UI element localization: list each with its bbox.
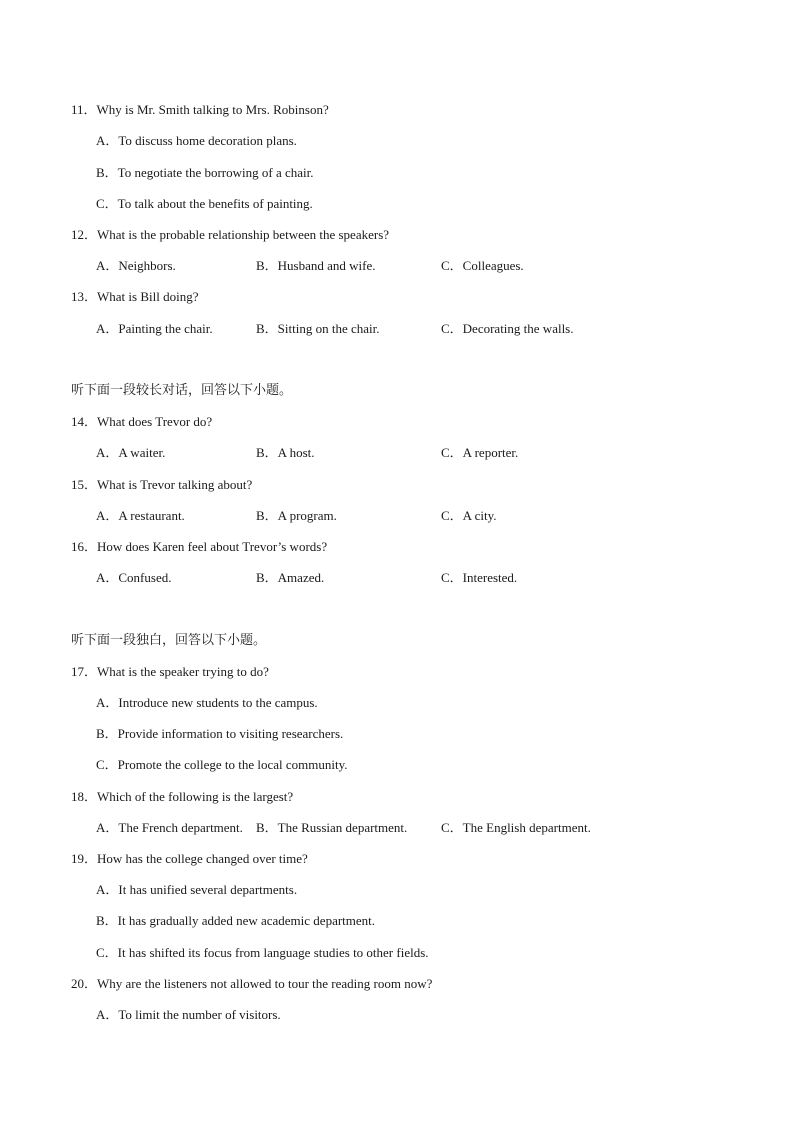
question-11-option-c: C．To talk about the benefits of painting. [96,196,313,211]
question-12-stem: 12．What is the probable relationship between the speakers? [71,227,390,242]
question-11-option-b: B．To negotiate the borrowing of a chair. [96,165,314,180]
question-18-stem: 18．Which of the following is the largest? [71,789,294,804]
question-15-option-c: C．A city. [441,508,497,523]
question-17-option-b: B．Provide information to visiting researchers. [96,726,344,741]
question-17-stem: 17．What is the speaker trying to do? [71,664,269,679]
question-18-option-a: A．The French department. [96,820,243,835]
question-12-option-c: C．Colleagues. [441,258,524,273]
question-19-option-a: A．It has unified several departments. [96,882,298,897]
question-17-option-c: C．Promote the college to the local community. [96,757,348,772]
question-12-option-b: B．Husband and wife. [256,258,376,273]
question-18-option-c: C．The English department. [441,820,591,835]
question-14-option-a: A．A waiter. [96,445,166,460]
section-heading-monologue: 听下面一段独白，回答以下小题。 [71,633,267,648]
question-20-stem: 20．Why are the listeners not allowed to tour the reading room now? [71,976,433,991]
section-heading-dialogue: 听下面一段较长对话，回答以下小题。 [71,383,293,398]
question-15-option-b: B．A program. [256,508,337,523]
question-16-option-c: C．Interested. [441,570,518,585]
question-11-option-a: A．To discuss home decoration plans. [96,133,297,148]
question-16-stem: 16．How does Karen feel about Trevor’s words? [71,539,328,554]
question-20-option-a: A．To limit the number of visitors. [96,1007,281,1022]
question-15-option-a: A．A restaurant. [96,508,185,523]
question-14-stem: 14．What does Trevor do? [71,414,213,429]
question-18-option-b: B．The Russian department. [256,820,408,835]
question-13-option-b: B．Sitting on the chair. [256,321,380,336]
question-15-stem: 15．What is Trevor talking about? [71,477,253,492]
question-11-stem: 11．Why is Mr. Smith talking to Mrs. Robinson? [71,102,329,117]
question-14-option-c: C．A reporter. [441,445,519,460]
question-16-option-b: B．Amazed. [256,570,325,585]
question-16-option-a: A．Confused. [96,570,172,585]
question-13-option-c: C．Decorating the walls. [441,321,574,336]
question-19-option-b: B．It has gradually added new academic department. [96,913,376,928]
question-13-option-a: A．Painting the chair. [96,321,213,336]
question-19-stem: 19．How has the college changed over time? [71,851,308,866]
question-17-option-a: A．Introduce new students to the campus. [96,695,318,710]
question-13-stem: 13．What is Bill doing? [71,289,199,304]
question-14-option-b: B．A host. [256,445,315,460]
question-12-option-a: A．Neighbors. [96,258,176,273]
question-19-option-c: C．It has shifted its focus from language studies to other fields. [96,945,429,960]
